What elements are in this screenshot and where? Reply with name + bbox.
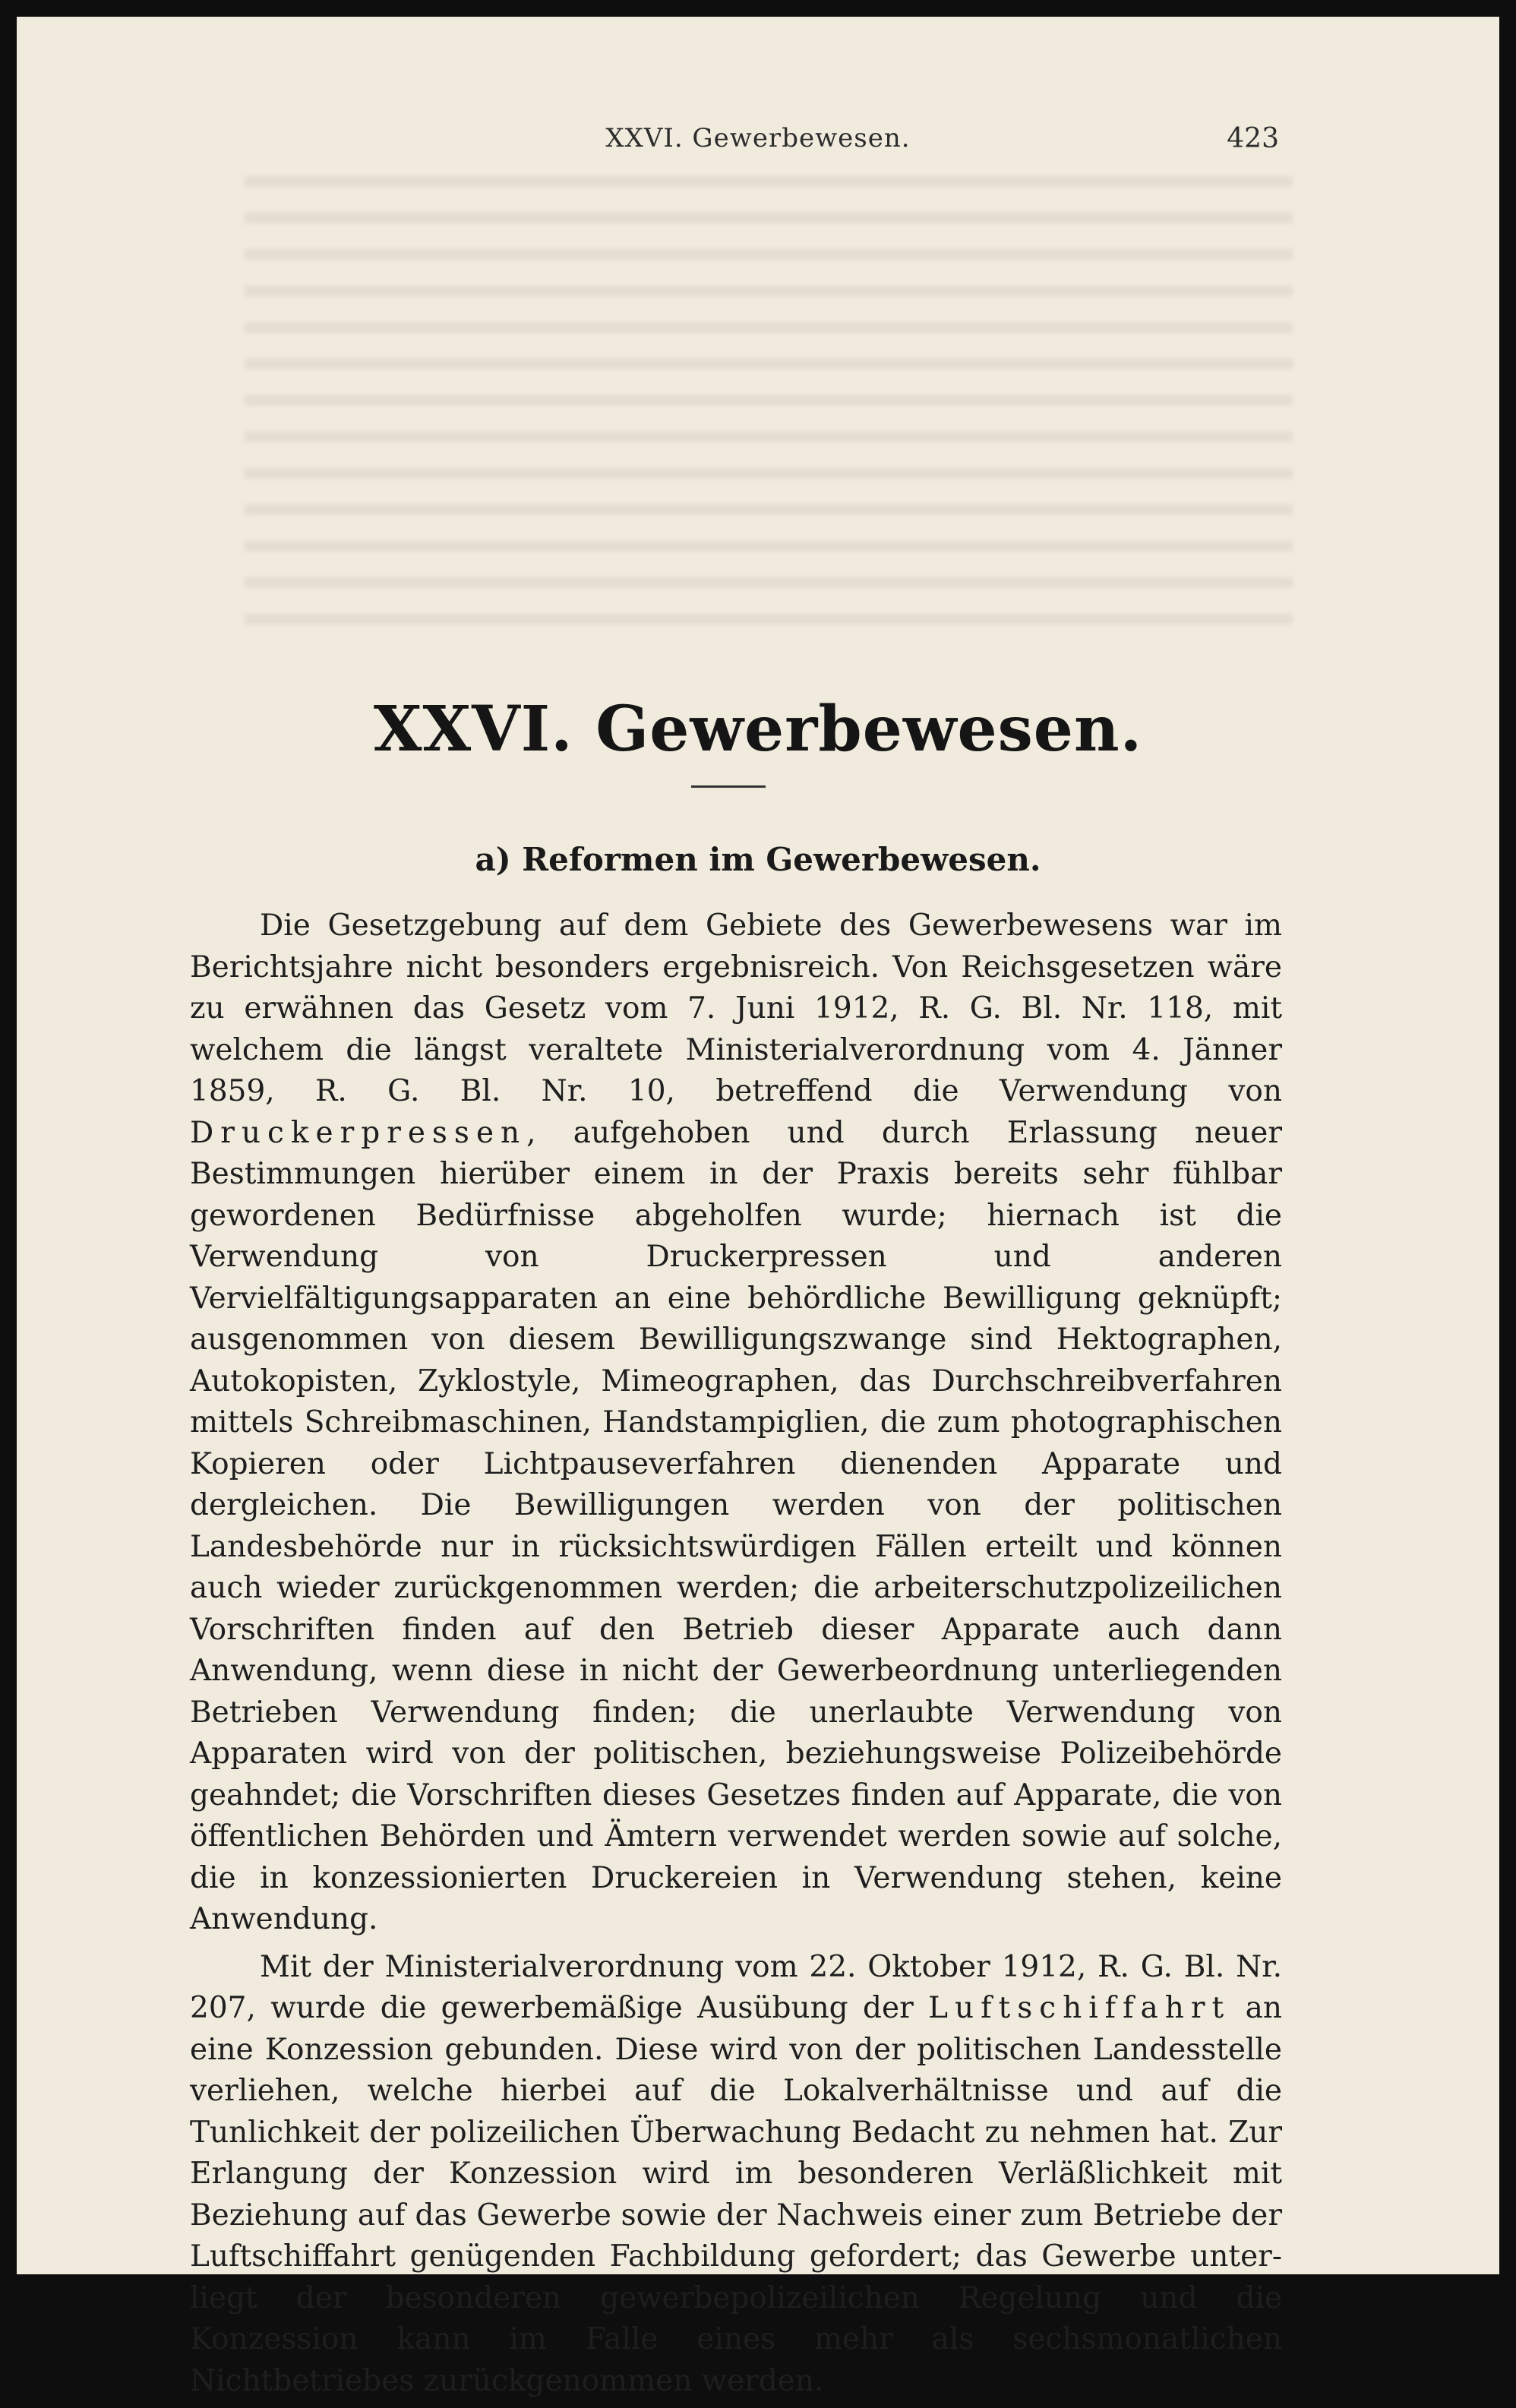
paragraph-text: , aufgehoben und durch Erlassung neuer Bestimmungen hierüber einem in der Praxis bereits sehr fühlbar gewordenen Bedürfnisse abgeholfen wurde; hiernach ist die Verwendung von Druckerpressen und anderen Vervielfältigungsapparaten an eine behördliche Bewilligung geknüpft; ausgenommen von diesem Bewilligungszwange sind Hektographen, Autokopisten, Zyklostyle, Mimeographen, das Durchschreibverfahren mittels Schreibmaschinen, Handstampiglien, die zum photographischen Kopieren oder Lichtpauseverfahren dienenden Apparate und dergleichen. Die Bewilligungen werden von der politischen Landesbehörde nur in rücksichtswürdigen Fällen erteilt und können auch wieder zurückgenommen werden; die arbeiterschutzpolizeilichen Vorschriften finden auf den Betrieb dieser Apparate auch dann Anwendung, wenn diese in nicht der Gewerbeordnung unterliegenden Betrieben Verwendung finden; die unerlaubte Verwendung von Apparaten wird von der politischen, beziehungsweise Polizeibehörde geahndet; die Vorschriften dieses Gesetzes finden auf Apparate, die von öffentlichen Behörden und Ämtern verwendet werden sowie auf solche, die in konzessionierten Druckereien in Verwendung stehen, keine Anwendung. bbox=[190, 1115, 1282, 1936]
spaced-term: Druckerpressen bbox=[190, 1115, 527, 1150]
chapter-title: XXVI. Gewerbewesen. bbox=[373, 693, 1143, 766]
section-title: a) Reformen im Gewerbewesen. bbox=[475, 841, 1041, 878]
bleed-through-text bbox=[245, 176, 1293, 647]
paragraph bbox=[190, 1947, 1282, 2403]
running-title: XXVI. Gewerbewesen. bbox=[605, 123, 911, 153]
book-page bbox=[17, 17, 1499, 2398]
spaced-term: Luftschiffahrt bbox=[928, 1991, 1231, 2025]
paragraph-text: an eine Konzession gebunden. Diese wird von der politischen Landesstelle verliehen, welche hierbei auf die Lokalverhältnisse und auf die Tunlichkeit der polizeilichen Überwachung Bedacht zu nehmen hat. Zur Erlangung der Konzession wird im besonderen Verläßlichkeit mit Beziehung auf das Gewerbe sowie der Nachweis einer zum Betriebe der Luftschiffahrt genügenden Fachbildung gefordert; das Gewerbe unterliegt der besonderen gewerbepolizeilichen Regelung und die Konzession kann im Falle eines mehr als sechsmonatlichen Nichtbetriebes zurückgenommen werden. bbox=[190, 1991, 1282, 2398]
running-head bbox=[17, 123, 1499, 161]
paragraph bbox=[190, 905, 1282, 1941]
body-text bbox=[190, 905, 1282, 2408]
paragraph-text: Mit der Ministerialverordnung vom 22. Oktober 1912, R. G. Bl. Nr. 207, wurde die gewerbemäßige Ausübung der bbox=[190, 1949, 1282, 2025]
paragraph-text: Die Gesetzgebung auf dem Gebiete des Gewerbewesens war im Berichtsjahre nicht besonders ergebnisreich. Von Reichsgesetzen wäre zu erwähnen das Gesetz vom 7. Juni 1912, R. G. Bl. Nr. 118, mit welchem die längst veraltete Ministerialverordnung vom 4. Jänner 1859, R. G. Bl. Nr. 10, betreffend die Verwendung von bbox=[190, 909, 1282, 1108]
page-number: 423 bbox=[1227, 123, 1279, 154]
title-rule bbox=[691, 785, 766, 788]
